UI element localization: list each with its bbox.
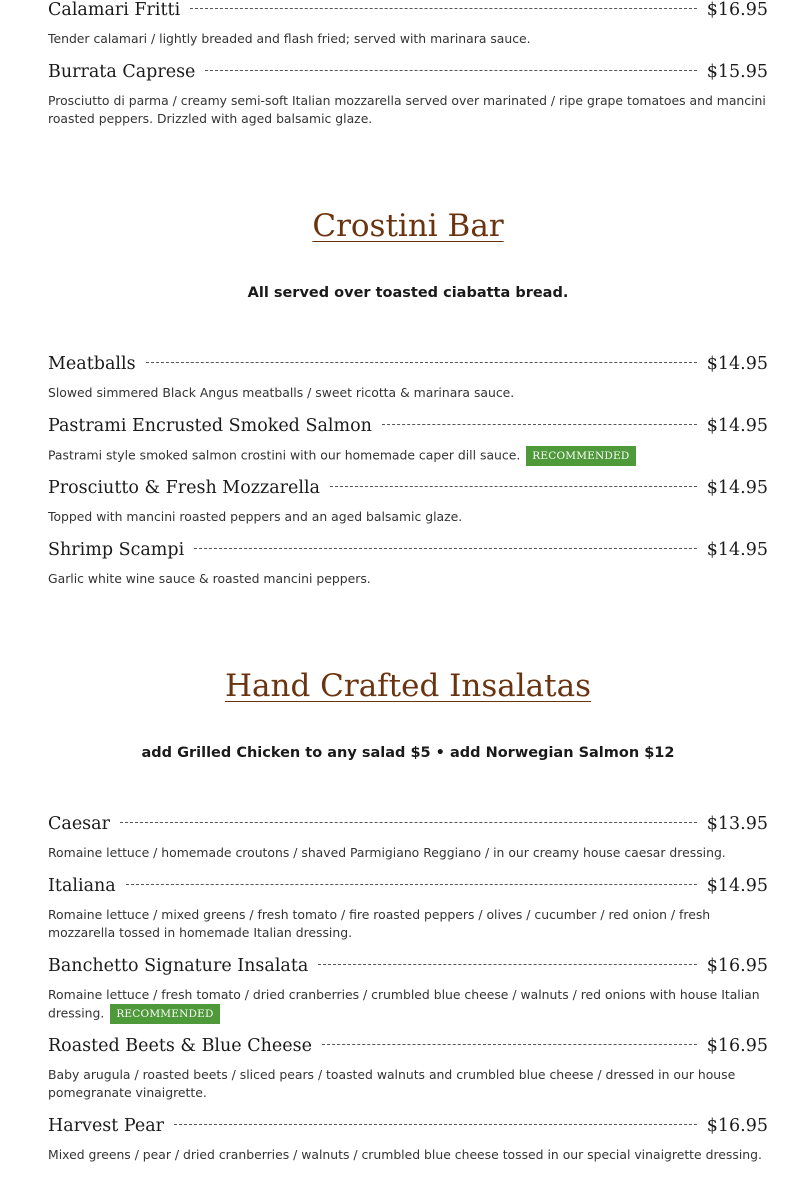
menu-item bbox=[48, 416, 768, 466]
dotted-leader bbox=[174, 1124, 697, 1125]
dotted-leader bbox=[205, 70, 696, 71]
item-name: Italiana bbox=[48, 876, 116, 896]
menu-item bbox=[48, 876, 768, 942]
item-name: Harvest Pear bbox=[48, 1116, 165, 1136]
item-description: Prosciutto di parma / creamy semi-soft Italian mozzarella served over marinated / ripe grape tomatoes and mancini roasted peppers. Drizzled with aged balsamic glaze. bbox=[48, 93, 766, 126]
item-name: Prosciutto & Fresh Mozzarella bbox=[48, 478, 320, 498]
recommended-badge: RECOMMENDED bbox=[110, 1004, 219, 1024]
dotted-leader bbox=[330, 486, 697, 487]
menu-item bbox=[48, 62, 768, 128]
item-price: $14.95 bbox=[706, 876, 768, 896]
item-description: Pastrami style smoked salmon crostini with our homemade caper dill sauce. bbox=[48, 447, 521, 463]
item-name: Shrimp Scampi bbox=[48, 540, 185, 560]
dotted-leader bbox=[190, 8, 697, 9]
section-title: Crostini Bar bbox=[312, 208, 504, 244]
item-price: $16.95 bbox=[706, 956, 768, 976]
menu-item bbox=[48, 540, 768, 588]
item-description: Slowed simmered Black Angus meatballs / sweet ricotta & marinara sauce. bbox=[48, 385, 515, 400]
item-price: $16.95 bbox=[706, 1116, 768, 1136]
menu-item bbox=[48, 1036, 768, 1102]
item-description: Tender calamari / lightly breaded and flash fried; served with marinara sauce. bbox=[48, 31, 531, 46]
item-price: $14.95 bbox=[706, 354, 768, 374]
item-name: Banchetto Signature Insalata bbox=[48, 956, 309, 976]
menu-item bbox=[48, 956, 768, 1024]
item-description: Romaine lettuce / homemade croutons / shaved Parmigiano Reggiano / in our creamy house caesar dressing. bbox=[48, 845, 726, 860]
dotted-leader bbox=[382, 424, 697, 425]
menu-item bbox=[48, 478, 768, 526]
menu-item bbox=[48, 354, 768, 402]
section-note: add Grilled Chicken to any salad $5 • add Norwegian Salmon $12 bbox=[141, 745, 675, 761]
item-description: Romaine lettuce / fresh tomato / dried cranberries / crumbled blue cheese / walnuts / red onions with house Italian dressing. bbox=[48, 987, 760, 1021]
item-price: $14.95 bbox=[706, 416, 768, 436]
item-name: Burrata Caprese bbox=[48, 62, 196, 82]
item-description: Mixed greens / pear / dried cranberries / walnuts / crumbled blue cheese tossed in our special vinaigrette dressing. bbox=[48, 1147, 762, 1162]
item-price: $14.95 bbox=[706, 478, 768, 498]
dotted-leader bbox=[322, 1044, 697, 1045]
item-price: $13.95 bbox=[706, 814, 768, 834]
section-title: Hand Crafted Insalatas bbox=[224, 668, 592, 704]
item-name: Roasted Beets & Blue Cheese bbox=[48, 1036, 312, 1056]
dotted-leader bbox=[120, 822, 697, 823]
dotted-leader bbox=[194, 548, 697, 549]
dotted-leader bbox=[318, 964, 696, 965]
menu-item bbox=[48, 0, 768, 48]
item-name: Caesar bbox=[48, 814, 110, 834]
menu-item bbox=[48, 814, 768, 862]
item-name: Pastrami Encrusted Smoked Salmon bbox=[48, 416, 372, 436]
item-price: $14.95 bbox=[706, 540, 768, 560]
item-description: Topped with mancini roasted peppers and an aged balsamic glaze. bbox=[48, 509, 463, 524]
item-price: $16.95 bbox=[706, 1036, 768, 1056]
recommended-badge: RECOMMENDED bbox=[526, 446, 635, 466]
dotted-leader bbox=[146, 362, 697, 363]
section-note: All served over toasted ciabatta bread. bbox=[247, 285, 569, 301]
item-description: Romaine lettuce / mixed greens / fresh tomato / fire roasted peppers / olives / cucumber / red onion / fresh mozzarella tossed in homemade Italian dressing. bbox=[48, 907, 711, 940]
menu-item bbox=[48, 1116, 768, 1164]
item-price: $16.95 bbox=[706, 0, 768, 20]
item-price: $15.95 bbox=[706, 62, 768, 82]
item-description: Baby arugula / roasted beets / sliced pears / toasted walnuts and crumbled blue cheese / dressed in our house pomegranate vinaigrette. bbox=[48, 1067, 736, 1100]
dotted-leader bbox=[126, 884, 697, 885]
item-name: Calamari Fritti bbox=[48, 0, 181, 20]
item-name: Meatballs bbox=[48, 354, 136, 374]
item-description: Garlic white wine sauce & roasted mancini peppers. bbox=[48, 571, 371, 586]
